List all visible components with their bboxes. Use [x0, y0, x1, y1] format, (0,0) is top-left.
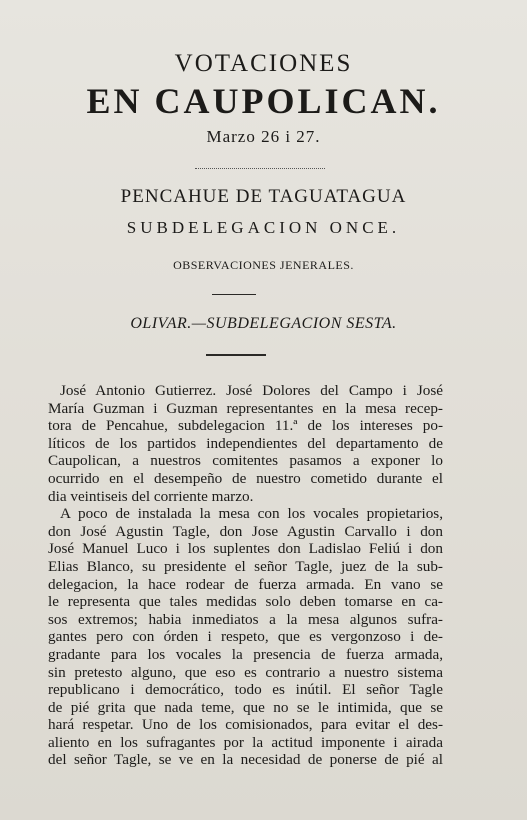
body-line: José Antonio Gutierrez. José Dolores del Campo i José	[60, 382, 443, 399]
body-line: del señor Tagle, se ve en la necesidad de ponerse de pié al	[48, 751, 443, 769]
body-line: María Guzman i Guzman representantes en la mesa recep-	[48, 399, 443, 417]
short-divider-2	[206, 354, 266, 356]
body-line: A poco de instalada la mesa con los vocales propietarios,	[60, 505, 443, 523]
body-line: ocurrido en el desempeño de nuestro cometido durante el	[48, 469, 443, 487]
subheading: OLIVAR.—SUBDELEGACION SESTA.	[130, 315, 397, 332]
body-line: dia veintiseis del corriente marzo.	[48, 487, 254, 505]
body-line: sin pretesto alguno, que eso es contrario a nuestro sistema	[48, 663, 443, 681]
body-line: republicano i democrático, todo es inútil. El señor Tagle	[48, 681, 443, 699]
body-line: Elias Blanco, su presidente el señor Tagle, juez de la sub-	[48, 557, 443, 575]
body-line: Caupolican, a nuestros comitentes pasamos a exponer lo	[48, 452, 443, 470]
observations-heading: OBSERVACIONES JENERALES.	[173, 258, 354, 272]
body-line: José Manuel Luco i los suplentes don Ladislao Feliú i don	[48, 540, 443, 558]
header-title-line1: VOTACIONES	[174, 50, 353, 77]
body-line: sos extremos; habia inmediatos a la mesa algunos sufra-	[48, 610, 443, 628]
body-line: delegacion, la hace rodear de fuerza armada. En vano se	[48, 575, 443, 593]
section-title: PENCAHUE DE TAGUATAGUA	[120, 186, 407, 207]
body-line: don José Agustin Tagle, don Jose Agustin Carvallo i don	[48, 522, 443, 540]
body-line: hará respetar. Uno de los comisionados, para evitar el des-	[48, 716, 443, 734]
body-text	[48, 382, 443, 769]
header-title-line2: EN CAUPOLICAN.	[86, 81, 441, 121]
body-line: gantes pero con órden i respeto, que es vergonzoso i de-	[48, 628, 443, 646]
body-line: gradante para los vocales la presencia de fuerza armada,	[48, 645, 443, 663]
body-line: de pié grita que nada teme, que no se le intimida, que se	[48, 698, 443, 716]
body-line: aliento en los sufragantes por la actitud imponente i airada	[48, 733, 443, 751]
header-date: Marzo 26 i 27.	[206, 127, 321, 146]
dotted-divider	[195, 168, 325, 169]
body-line: tora de Pencahue, subdelegacion 11.ª de los intereses po-	[48, 417, 443, 435]
section-subtitle: SUBDELEGACION ONCE.	[126, 218, 401, 237]
body-line: líticos de los partidos independientes del departamento de	[48, 434, 443, 452]
body-line: le representa que tales medidas solo deben tomarse en ca-	[48, 593, 443, 611]
short-divider	[212, 294, 256, 295]
